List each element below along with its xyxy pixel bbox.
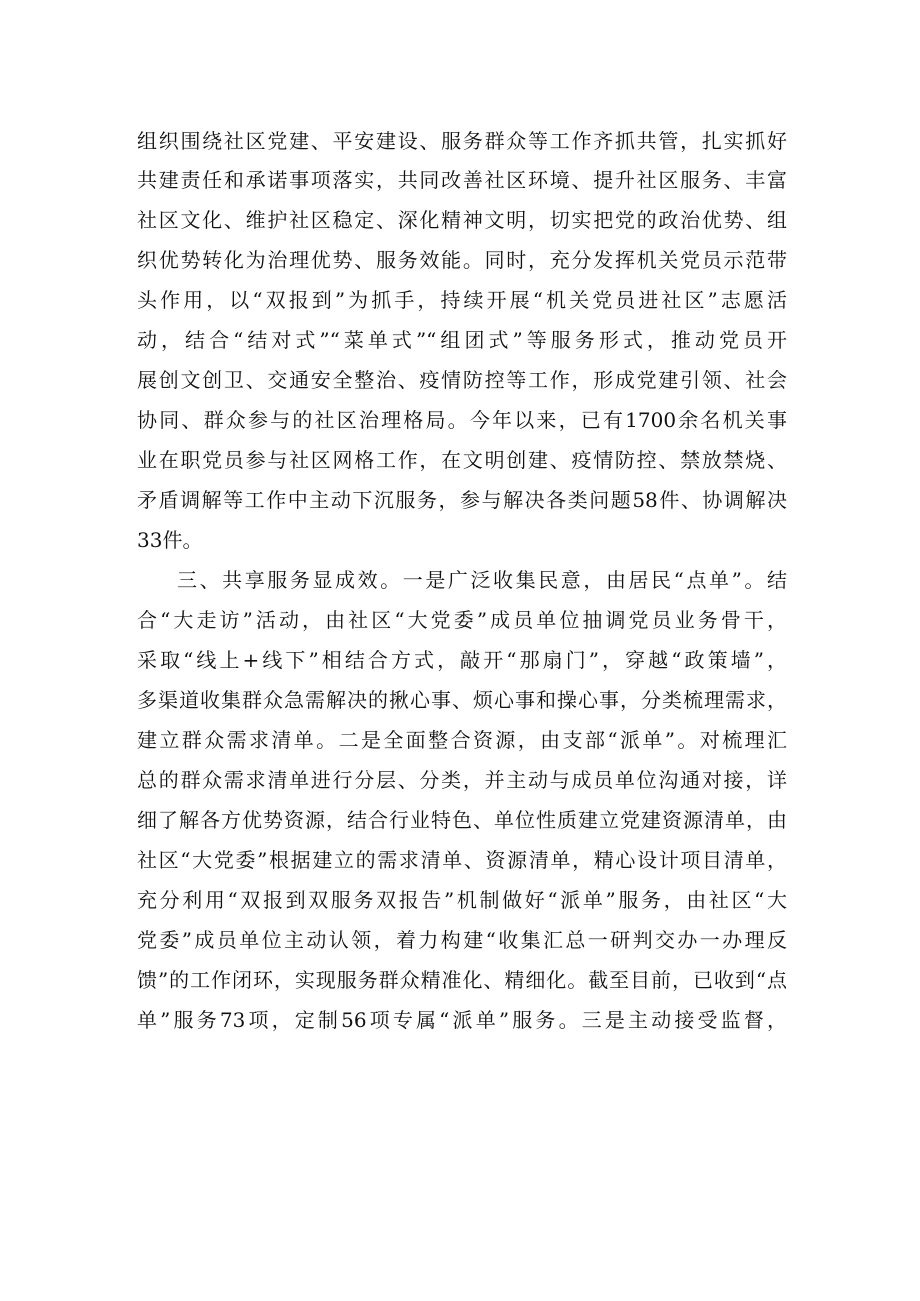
paragraph-line: 头作用，以“双报到”为抓手，持续开展“机关党员进社区”志愿活: [137, 288, 787, 312]
paragraph-line: 展创文创卫、交通安全整治、疫情防控等工作，形成党建引领、社会: [137, 368, 787, 392]
paragraph-line: 33件。: [137, 528, 203, 552]
paragraph-line: 细了解各方优势资源，结合行业特色、单位性质建立党建资源清单，由: [137, 808, 787, 832]
paragraph-line: 合“大走访”活动，由社区“大党委”成员单位抽调党员业务骨干，: [137, 608, 787, 632]
paragraph-line: 社区文化、维护社区稳定、深化精神文明，切实把党的政治优势、组: [137, 208, 787, 232]
paragraph-line: 建立群众需求清单。二是全面整合资源，由支部“派单”。对梳理汇: [137, 728, 787, 752]
paragraph-line: 动，结合“结对式”“菜单式”“组团式”等服务形式，推动党员开: [137, 328, 787, 352]
paragraph-line: 单”服务73项，定制56项专属“派单”服务。三是主动接受监督，: [137, 1008, 787, 1032]
paragraph-line: 业在职党员参与社区网格工作，在文明创建、疫情防控、禁放禁烧、: [137, 448, 787, 472]
paragraph-line: 三、共享服务显成效。一是广泛收集民意，由居民“点单”。结: [177, 568, 787, 592]
paragraph-line: 充分利用“双报到双服务双报告”机制做好“派单”服务，由社区“大: [137, 888, 787, 912]
paragraph-line: 多渠道收集群众急需解决的揪心事、烦心事和操心事，分类梳理需求，: [137, 688, 787, 712]
paragraph-line: 织优势转化为治理优势、服务效能。同时，充分发挥机关党员示范带: [137, 248, 787, 272]
paragraph-line: 馈”的工作闭环，实现服务群众精准化、精细化。截至目前，已收到“点: [137, 968, 787, 992]
paragraph-line: 协同、群众参与的社区治理格局。今年以来，已有1700余名机关事: [137, 408, 787, 432]
paragraph-line: 矛盾调解等工作中主动下沉服务，参与解决各类问题58件、协调解决: [137, 488, 787, 512]
paragraph-line: 采取“线上+线下”相结合方式，敲开“那扇门”，穿越“政策墙”，: [137, 648, 787, 672]
paragraph-line: 组织围绕社区党建、平安建设、服务群众等工作齐抓共管，扎实抓好: [137, 129, 787, 153]
paragraph-line: 共建责任和承诺事项落实，共同改善社区环境、提升社区服务、丰富: [137, 168, 787, 192]
paragraph-line: 党委”成员单位主动认领，着力构建“收集汇总一研判交办一办理反: [137, 928, 787, 952]
paragraph-line: 社区“大党委”根据建立的需求清单、资源清单，精心设计项目清单，: [137, 848, 787, 872]
paragraph-line: 总的群众需求清单进行分层、分类，并主动与成员单位沟通对接，详: [137, 768, 787, 792]
